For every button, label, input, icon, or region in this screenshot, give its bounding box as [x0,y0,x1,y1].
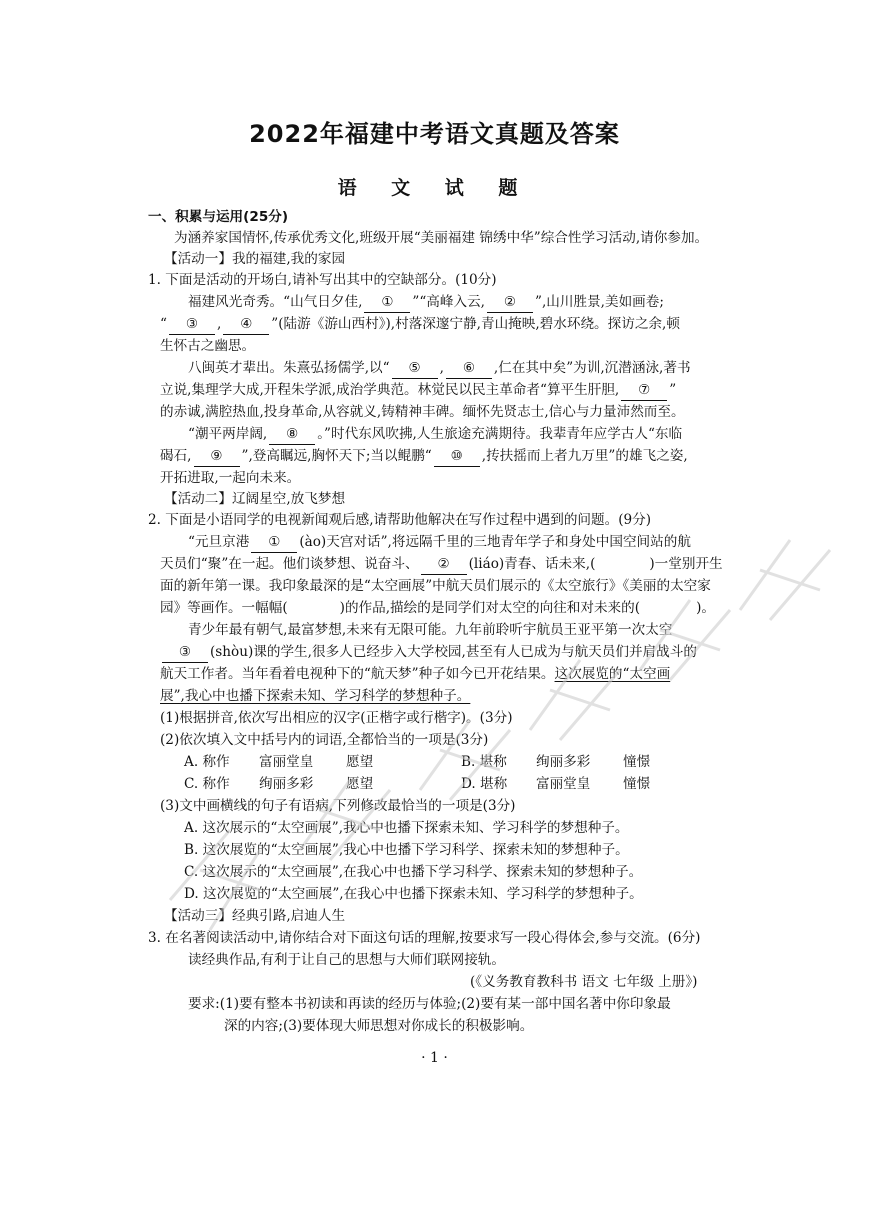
q2-line-2: 天员们“聚”在一起。他们谈梦想、说奋斗、 ② (liáo)青春、话未来,( )一堂别开生 [160,554,723,575]
activity-2-heading: 【活动二】辽阔星空,放飞梦想 [164,491,346,507]
page-title: 2022年福建中考语文真题及答案 [249,120,620,148]
q2-line-7: 航天工作者。当年看着电视种下的“航天梦”种子如今已开花结果。这次展览的“太空画 [160,666,671,682]
q2-blank-3[interactable]: ③ [162,642,208,663]
section-heading: 一、积累与运用(25分) [148,209,289,225]
q3-quote: 读经典作品,有利于让自己的思想与大师们联网接轨。 [188,952,505,968]
option-3c[interactable]: C. 这次展示的“太空画展”,在我心中也播下学习科学、探索未知的梦想种子。 [184,864,643,880]
option-2d[interactable]: D. 堪称 富丽堂皇 憧憬 [461,776,651,792]
q2-sub-2: (2)依次填入文中括号内的词语,全都恰当的一项是(3分) [160,732,489,748]
q1-line-2: “ ③ , ④ ”(陆游《游山西村》),村落深邃宁静,青山掩映,碧水环绕。探访之余,顿 [160,314,680,335]
blank-5[interactable]: ⑤ [392,358,438,379]
q2-sub-3: (3)文中画横线的句子有语病,下列修改最恰当的一项是(3分) [160,798,516,814]
blank-8[interactable]: ⑧ [269,424,315,445]
blank-3[interactable]: ③ [169,314,215,335]
page-number: · 1 · [421,1050,448,1066]
underlined-sentence: 这次展览的“太空画 [554,666,671,682]
q2-blank-2[interactable]: ② [421,554,467,575]
q1-line-7: “潮平两岸阔, ⑧ 。”时代东风吹拂,人生旅途充满期待。我辈青年应学古人“东临 [188,424,682,445]
activity-1-heading: 【活动一】我的福建,我的家园 [164,251,346,267]
q3-requirement-1: 要求:(1)要有整本书初读和再读的经历与体验;(2)要有某一部中国名著中你印象最 [188,996,671,1012]
blank-1[interactable]: ① [364,292,410,313]
q1-line-4: 八闽英才辈出。朱熹弘扬儒学,以“ ⑤ , ⑥ ,仁在其中矣”为训,沉潜涵泳,著书 [188,358,691,379]
blank-10[interactable]: ⑩ [434,446,480,467]
q2-line-5: 青少年最有朝气,最富梦想,未来有无限可能。九年前聆听宇航员王亚平第一次太空 [188,622,673,638]
q1-line-5: 立说,集理学大成,开程朱学派,成治学典范。林觉民以民主革命者“算平生肝胆, ⑦ ” [160,380,676,401]
blank-6[interactable]: ⑥ [446,358,492,379]
q2-sub-1: (1)根据拼音,依次写出相应的汉字(正楷字或行楷字)。(3分) [160,710,513,726]
q3-source: (《义务教育教科书 语文 七年级 上册》) [470,974,698,990]
blank-7[interactable]: ⑦ [621,380,667,401]
option-2c[interactable]: C. 称作 绚丽多彩 愿望 [184,776,374,792]
q2-line-1: “元旦京港 ① (ào)天宫对话”,将远隔千里的三地青年学子和身处中国空间站的航 [188,532,691,553]
blank-9[interactable]: ⑨ [194,446,240,467]
q2-line-4: 园》等画作。一幅幅( )的作品,描绘的是同学们对太空的向往和对未来的( )。 [160,600,715,616]
q1-line-8: 碣石, ⑨ ”,登高瞩远,胸怀天下;当以鲲鹏“ ⑩ ,抟扶摇而上者九万里”的雄飞之姿, [160,446,688,467]
q3-requirement-2: 深的内容;(3)要体现大师思想对你成长的积极影响。 [224,1018,534,1034]
page-subtitle: 语 文 试 题 [337,177,532,199]
q1-line-9: 开拓进取,一起向未来。 [160,470,301,486]
blank-2[interactable]: ② [487,292,533,313]
q2-line-6: ③ (shòu)课的学生,很多人已经步入大学校园,甚至有人已成为与航天员们并肩战斗的 [160,642,697,663]
question-3-stem: 3. 在名著阅读活动中,请你结合对下面这句话的理解,按要求写一段心得体会,参与交流。(6分) [148,930,701,946]
q1-line-1: 福建风光奇秀。“山气日夕佳, ① ”“高峰入云, ② ”,山川胜景,美如画卷; [188,292,664,313]
q2-line-3: 面的新年第一课。我印象最深的是“太空画展”中航天员们展示的《太空旅行》《美丽的太空家 [160,578,711,594]
q2-line-8: 展”,我心中也播下探索未知、学习科学的梦想种子。 [160,688,471,704]
option-3a[interactable]: A. 这次展示的“太空画展”,我心中也播下探索未知、学习科学的梦想种子。 [184,820,629,836]
option-3b[interactable]: B. 这次展览的“太空画展”,我心中也播下学习科学、探索未知的梦想种子。 [184,842,629,858]
option-2b[interactable]: B. 堪称 绚丽多彩 憧憬 [461,754,651,770]
option-2a[interactable]: A. 称作 富丽堂皇 愿望 [184,754,374,770]
blank-4[interactable]: ④ [223,314,269,335]
question-2-stem: 2. 下面是小语同学的电视新闻观后感,请帮助他解决在写作过程中遇到的问题。(9分) [148,512,652,528]
intro-text: 为涵养家国情怀,传承优秀文化,班级开展“美丽福建 锦绣中华”综合性学习活动,请你参加。 [174,230,709,246]
q1-line-3: 生怀古之幽思。 [160,338,256,354]
question-1-stem: 1. 下面是活动的开场白,请补写出其中的空缺部分。(10分) [148,272,497,288]
activity-3-heading: 【活动三】经典引路,启迪人生 [164,908,346,924]
q2-blank-1[interactable]: ① [251,532,297,553]
option-3d[interactable]: D. 这次展览的“太空画展”,在我心中也播下探索未知、学习科学的梦想种子。 [184,886,643,902]
q1-line-6: 的赤诚,满腔热血,投身革命,从容就义,铸精神丰碑。缅怀先贤志士,信心与力量沛然而至。 [160,404,685,420]
